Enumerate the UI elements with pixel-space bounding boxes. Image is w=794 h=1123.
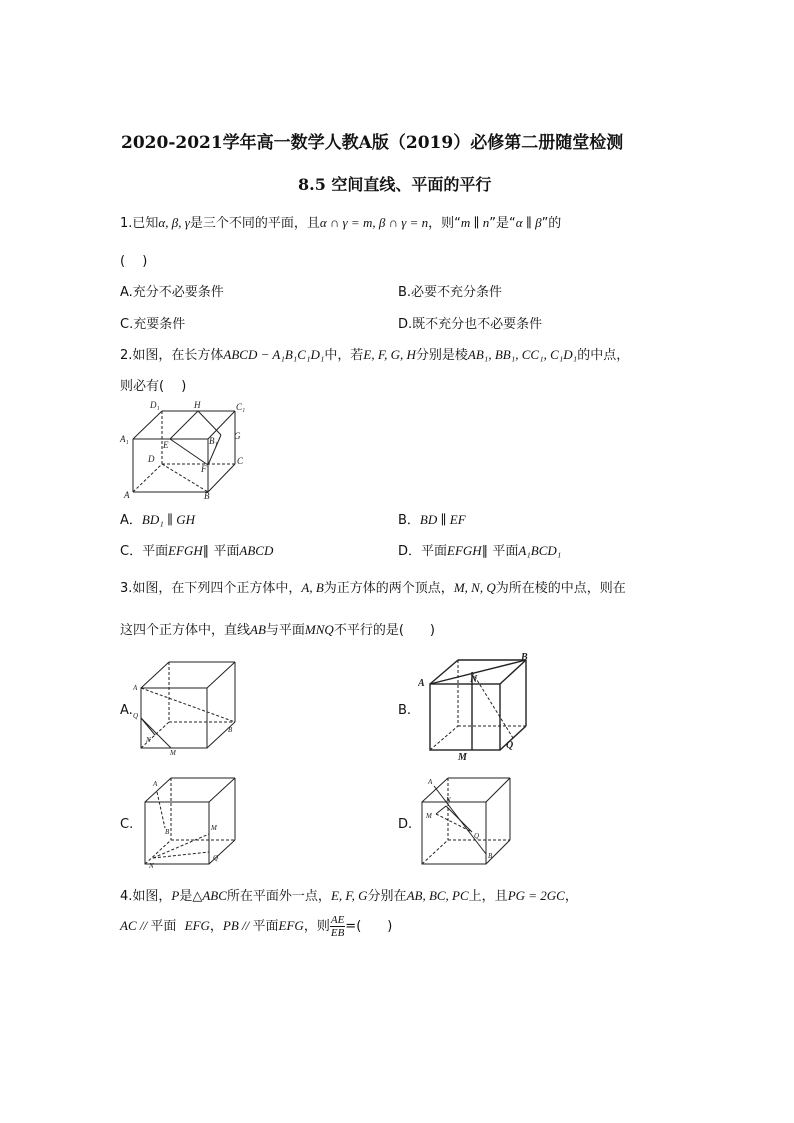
question-2: 2.如图，在长方体ABCD − A₁B₁C₁D₁中，若E, F, G, H分别是棱AB₁, BB₁, CC₁, C₁D₁的中点， xyxy=(120,347,630,363)
document-title: 2020-2021学年高一数学人教A版（2019）必修第二册随堂检测 xyxy=(121,133,624,153)
question-1: 1.已知α, β, γ是三个不同的平面，且α ∩ γ = m, β ∩ γ = n，则“m ∥ n”是“α ∥ β”的 xyxy=(120,215,562,231)
label-h: H xyxy=(194,400,201,410)
question-4-line2: AC // 平面 EFG，PB // 平面EFG，则 $\frac{AE}{EB}$ =( ) xyxy=(120,914,393,939)
label-g: G xyxy=(234,431,241,441)
q3-cube-a xyxy=(133,656,243,756)
label-m: M xyxy=(211,824,217,832)
label-q: Q xyxy=(474,832,480,840)
question-1-paren: ( ) xyxy=(120,254,148,269)
q3-cube-b xyxy=(418,652,533,762)
segment-qn xyxy=(141,718,155,735)
q3-option-a[interactable]: A. xyxy=(120,703,133,718)
edge xyxy=(133,411,162,439)
section-title: 8.5 空间直线、平面的平行 xyxy=(298,175,492,194)
segment-nm xyxy=(153,834,209,858)
segment-nq xyxy=(153,852,209,858)
segment-eh xyxy=(170,411,198,439)
label-d: D xyxy=(148,454,155,464)
label-m: M xyxy=(458,752,467,762)
q1-option-a[interactable]: A.充分不必要条件 xyxy=(120,285,224,300)
label-a: A xyxy=(133,684,138,692)
edge xyxy=(486,778,510,802)
q1-option-c[interactable]: C.充要条件 xyxy=(120,317,186,332)
label-b: B xyxy=(165,828,170,836)
edge xyxy=(208,464,235,492)
label-a: A xyxy=(124,490,130,500)
label-c1: C₁ xyxy=(236,402,246,412)
label-n: N xyxy=(446,796,451,804)
hidden-edge xyxy=(430,726,458,750)
q3-cube-d xyxy=(410,772,520,872)
question-3-line2: 这四个正方体中，直线AB与平面MNQ不平行的是( ) xyxy=(120,622,435,638)
label-q: Q xyxy=(213,854,219,862)
edge xyxy=(141,662,169,688)
hidden-edge xyxy=(422,840,448,864)
label-e: E xyxy=(163,440,169,450)
q2-option-a[interactable]: A．BD₁ ∥ GH xyxy=(120,512,196,528)
q2-option-c[interactable]: C．平面EFGH∥ 平面ABCD xyxy=(120,543,274,559)
front-face xyxy=(145,802,209,864)
label-f: F xyxy=(201,464,207,474)
q2-option-d[interactable]: D．平面EFGH∥ 平面A₁BCD₁ xyxy=(398,543,562,559)
segment-mn xyxy=(436,806,446,814)
q1-option-d[interactable]: D.既不充分也不必要条件 xyxy=(398,317,543,332)
q2-option-b[interactable]: B．BD ∥ EF xyxy=(398,512,466,528)
label-c: C xyxy=(237,456,244,466)
fraction-ae-eb: $\frac{AE}{EB}$ xyxy=(330,914,345,939)
label-n: N xyxy=(149,862,154,870)
label-b: B xyxy=(488,852,493,860)
label-b1: B₁ xyxy=(209,436,218,446)
segment-nq xyxy=(472,672,513,738)
segment-hg xyxy=(198,411,221,435)
q3-option-c[interactable]: C. xyxy=(120,817,134,832)
label-n: N xyxy=(470,674,478,685)
q3-option-b[interactable]: B. xyxy=(398,703,412,718)
q3-option-d[interactable]: D. xyxy=(398,817,413,832)
q2-box-figure xyxy=(118,398,258,502)
q1-option-b[interactable]: B.必要不充分条件 xyxy=(398,285,503,300)
segment-nq xyxy=(446,806,472,832)
q3-cube-c xyxy=(135,772,245,872)
edge xyxy=(209,778,235,802)
edge xyxy=(207,662,235,688)
segment-ab xyxy=(157,792,165,828)
question-3: 3.如图，在下列四个正方体中，A, B为正方体的两个顶点，M, N, Q为所在棱的中点，则在 xyxy=(120,580,626,596)
label-b: B xyxy=(228,726,233,734)
front-face xyxy=(141,688,207,748)
hidden-edge xyxy=(133,464,162,492)
label-b: B xyxy=(204,491,210,501)
label-q: Q xyxy=(506,740,514,751)
front-face xyxy=(430,684,500,750)
segment-ef xyxy=(170,439,208,465)
label-a: A xyxy=(428,778,433,786)
label-a1: A₁ xyxy=(120,434,129,444)
label-d1: D₁ xyxy=(150,400,160,410)
segment-ab xyxy=(141,688,235,722)
question-4: 4.如图，P是△ABC所在平面外一点，E, F, G分别在AB, BC, PC上，且PG = 2GC， xyxy=(120,888,578,904)
label-a: A xyxy=(153,780,158,788)
label-a: A xyxy=(418,678,425,689)
label-m: M xyxy=(426,812,432,820)
label-n: N xyxy=(146,736,151,744)
question-2-line2: 则必有( ) xyxy=(120,379,187,394)
label-q: Q xyxy=(133,712,139,720)
label-m: M xyxy=(170,749,176,756)
label-b: B xyxy=(521,652,528,663)
